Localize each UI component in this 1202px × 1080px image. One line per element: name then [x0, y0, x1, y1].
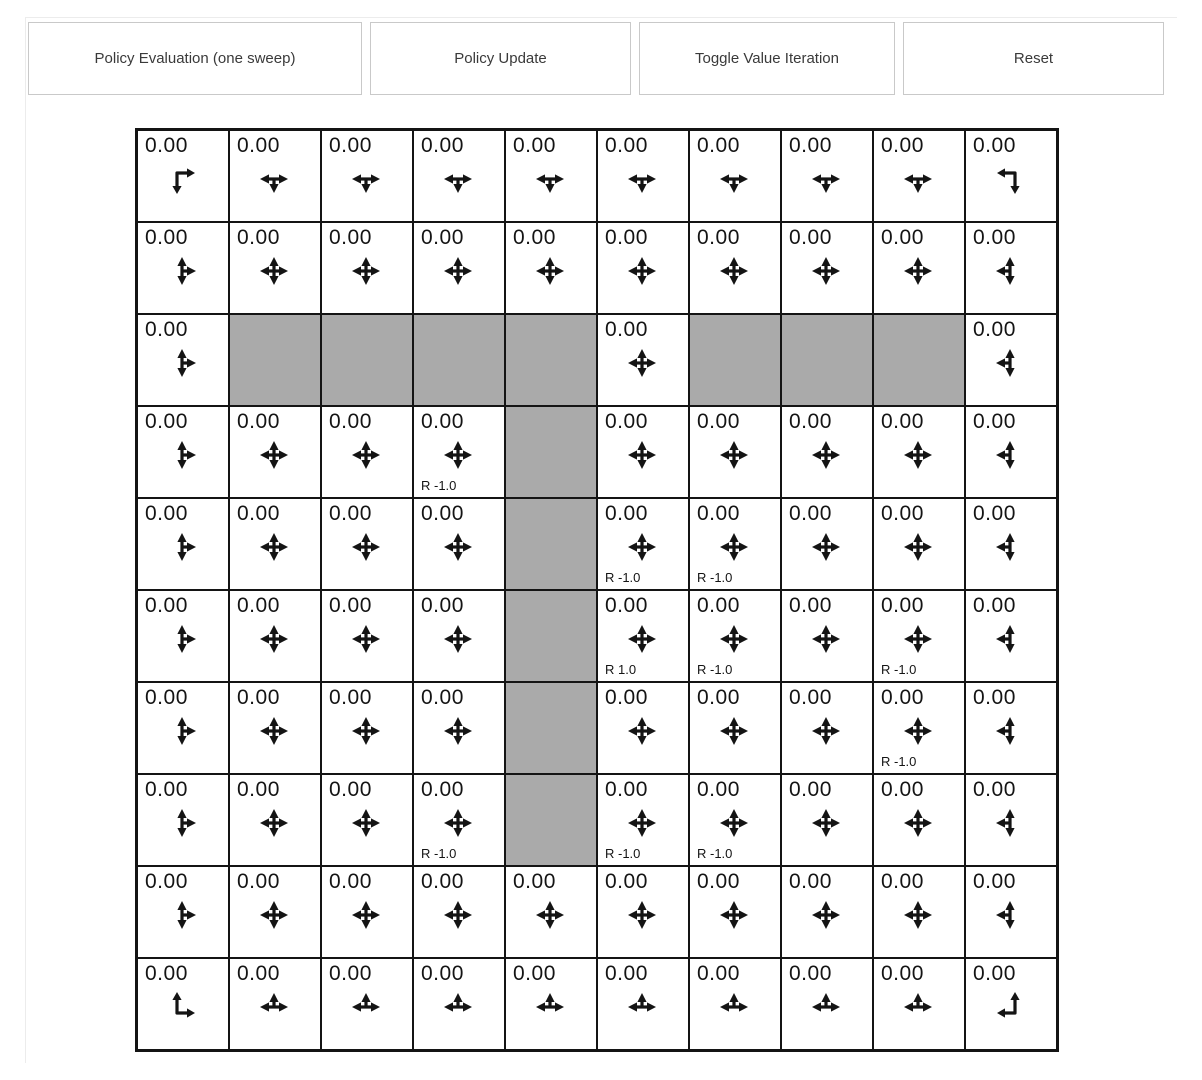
policy-arrows-lur-icon: [346, 987, 386, 1027]
policy-arrows-uld-icon: [990, 895, 1030, 935]
reward-label: R -1.0: [697, 570, 733, 585]
policy-arrows-all-icon: [254, 527, 294, 567]
grid-cell-0-5[interactable]: [597, 130, 689, 222]
state-value-text: 0.00: [881, 962, 924, 985]
policy-arrows-all-icon: [898, 619, 938, 659]
policy-arrows-uld-icon: [990, 619, 1030, 659]
grid-cell-6-5[interactable]: [597, 682, 689, 774]
policy-arrows-urd-icon: [162, 343, 202, 383]
policy-arrows-all-icon: [622, 343, 662, 383]
policy-arrows-all-icon: [714, 711, 754, 751]
policy-arrows-all-icon: [898, 803, 938, 843]
policy-arrows-urd-icon: [162, 895, 202, 935]
state-value-text: 0.00: [789, 962, 832, 985]
reward-label: R -1.0: [697, 846, 733, 861]
state-value-text: 0.00: [697, 134, 740, 157]
policy-arrows-ur-icon: [162, 987, 202, 1027]
grid-cell-0-4[interactable]: [505, 130, 597, 222]
gridworld-board: [135, 128, 1059, 1052]
state-value-text: 0.00: [973, 318, 1016, 341]
policy-arrows-all-icon: [346, 711, 386, 751]
policy-arrows-all-icon: [806, 711, 846, 751]
policy-arrows-urd-icon: [162, 619, 202, 659]
grid-cell-8-7[interactable]: [781, 866, 873, 958]
state-value-text: 0.00: [881, 870, 924, 893]
grid-wall-2-8[interactable]: [873, 314, 965, 406]
grid-cell-5-2[interactable]: [321, 590, 413, 682]
policy-arrows-all-icon: [254, 895, 294, 935]
grid-cell-8-6[interactable]: [689, 866, 781, 958]
policy-arrows-all-icon: [622, 711, 662, 751]
state-value-text: 0.00: [421, 410, 464, 433]
reset-button[interactable]: Reset: [903, 22, 1164, 95]
policy-arrows-uld-icon: [990, 527, 1030, 567]
state-value-text: 0.00: [881, 226, 924, 249]
grid-wall-2-6[interactable]: [689, 314, 781, 406]
policy-arrows-all-icon: [254, 251, 294, 291]
grid-cell-5-7[interactable]: [781, 590, 873, 682]
grid-cell-3-2[interactable]: [321, 406, 413, 498]
grid-cell-9-0[interactable]: [137, 958, 229, 1050]
state-value-text: 0.00: [881, 778, 924, 801]
policy-arrows-uld-icon: [990, 251, 1030, 291]
state-value-text: 0.00: [881, 686, 924, 709]
policy-arrows-uld-icon: [990, 343, 1030, 383]
policy-arrows-all-icon: [346, 895, 386, 935]
state-value-text: 0.00: [329, 410, 372, 433]
grid-cell-7-1[interactable]: [229, 774, 321, 866]
state-value-text: 0.00: [145, 318, 188, 341]
state-value-text: 0.00: [605, 318, 648, 341]
policy-arrows-all-icon: [530, 895, 570, 935]
policy-arrows-all-icon: [346, 435, 386, 475]
state-value-text: 0.00: [697, 410, 740, 433]
policy-arrows-all-icon: [806, 251, 846, 291]
grid-cell-4-7[interactable]: [781, 498, 873, 590]
grid-cell-0-1[interactable]: [229, 130, 321, 222]
policy-arrows-ldr-icon: [438, 159, 478, 199]
policy-arrows-all-icon: [622, 895, 662, 935]
policy-arrows-all-icon: [254, 619, 294, 659]
grid-cell-9-7[interactable]: [781, 958, 873, 1050]
grid-wall-3-4[interactable]: [505, 406, 597, 498]
state-value-text: 0.00: [329, 778, 372, 801]
grid-cell-8-3[interactable]: [413, 866, 505, 958]
grid-cell-1-2[interactable]: [321, 222, 413, 314]
policy-arrows-all-icon: [622, 619, 662, 659]
grid-cell-4-2[interactable]: [321, 498, 413, 590]
grid-cell-9-5[interactable]: [597, 958, 689, 1050]
policy-arrows-lur-icon: [898, 987, 938, 1027]
state-value-text: 0.00: [973, 778, 1016, 801]
policy-arrows-all-icon: [898, 711, 938, 751]
grid-cell-8-4[interactable]: [505, 866, 597, 958]
grid-cell-8-1[interactable]: [229, 866, 321, 958]
policy-arrows-all-icon: [806, 527, 846, 567]
state-value-text: 0.00: [421, 594, 464, 617]
policy-arrows-lur-icon: [806, 987, 846, 1027]
state-value-text: 0.00: [145, 502, 188, 525]
grid-cell-6-8[interactable]: [873, 682, 965, 774]
grid-cell-5-6[interactable]: [689, 590, 781, 682]
state-value-text: 0.00: [697, 962, 740, 985]
state-value-text: 0.00: [145, 870, 188, 893]
state-value-text: 0.00: [421, 686, 464, 709]
grid-cell-3-0[interactable]: [137, 406, 229, 498]
grid-cell-8-8[interactable]: [873, 866, 965, 958]
policy-arrows-all-icon: [254, 711, 294, 751]
grid-cell-5-3[interactable]: [413, 590, 505, 682]
policy-arrows-all-icon: [438, 895, 478, 935]
grid-cell-3-3[interactable]: [413, 406, 505, 498]
grid-wall-2-1[interactable]: [229, 314, 321, 406]
state-value-text: 0.00: [237, 594, 280, 617]
grid-cell-5-0[interactable]: [137, 590, 229, 682]
grid-cell-7-6[interactable]: [689, 774, 781, 866]
policy-arrows-all-icon: [254, 435, 294, 475]
policy-arrows-all-icon: [438, 435, 478, 475]
grid-cell-8-0[interactable]: [137, 866, 229, 958]
state-value-text: 0.00: [145, 778, 188, 801]
grid-cell-8-5[interactable]: [597, 866, 689, 958]
state-value-text: 0.00: [421, 502, 464, 525]
policy-arrows-all-icon: [622, 435, 662, 475]
policy-arrows-all-icon: [438, 619, 478, 659]
grid-wall-7-4[interactable]: [505, 774, 597, 866]
state-value-text: 0.00: [605, 962, 648, 985]
toggle-value-iteration-button[interactable]: Toggle Value Iteration: [639, 22, 895, 95]
grid-cell-0-8[interactable]: [873, 130, 965, 222]
state-value-text: 0.00: [881, 410, 924, 433]
grid-cell-4-3[interactable]: [413, 498, 505, 590]
state-value-text: 0.00: [881, 502, 924, 525]
state-value-text: 0.00: [973, 962, 1016, 985]
grid-cell-4-1[interactable]: [229, 498, 321, 590]
grid-cell-1-8[interactable]: [873, 222, 965, 314]
state-value-text: 0.00: [789, 502, 832, 525]
grid-cell-5-5[interactable]: [597, 590, 689, 682]
policy-arrows-all-icon: [346, 251, 386, 291]
state-value-text: 0.00: [513, 870, 556, 893]
reward-label: R -1.0: [605, 846, 641, 861]
policy-arrows-all-icon: [714, 895, 754, 935]
grid-cell-6-1[interactable]: [229, 682, 321, 774]
grid-cell-9-8[interactable]: [873, 958, 965, 1050]
policy-arrows-all-icon: [898, 251, 938, 291]
policy-arrows-all-icon: [254, 803, 294, 843]
policy-arrows-lur-icon: [530, 987, 570, 1027]
grid-cell-4-0[interactable]: [137, 498, 229, 590]
state-value-text: 0.00: [329, 594, 372, 617]
policy-arrows-ul-icon: [990, 987, 1030, 1027]
policy-arrows-ldr-icon: [806, 159, 846, 199]
grid-cell-9-4[interactable]: [505, 958, 597, 1050]
policy-arrows-urd-icon: [162, 527, 202, 567]
grid-cell-3-1[interactable]: [229, 406, 321, 498]
state-value-text: 0.00: [237, 226, 280, 249]
state-value-text: 0.00: [329, 502, 372, 525]
policy-arrows-uld-icon: [990, 711, 1030, 751]
state-value-text: 0.00: [329, 870, 372, 893]
grid-cell-2-0[interactable]: [137, 314, 229, 406]
state-value-text: 0.00: [697, 594, 740, 617]
reward-label: R 1.0: [605, 662, 637, 677]
grid-cell-4-9[interactable]: [965, 498, 1057, 590]
state-value-text: 0.00: [329, 686, 372, 709]
grid-cell-0-6[interactable]: [689, 130, 781, 222]
state-value-text: 0.00: [605, 226, 648, 249]
state-value-text: 0.00: [237, 686, 280, 709]
grid-cell-4-6[interactable]: [689, 498, 781, 590]
grid-cell-8-2[interactable]: [321, 866, 413, 958]
policy-arrows-all-icon: [346, 803, 386, 843]
grid-cell-5-9[interactable]: [965, 590, 1057, 682]
policy-arrows-ldr-icon: [346, 159, 386, 199]
reward-label: R -1.0: [881, 754, 917, 769]
state-value-text: 0.00: [513, 226, 556, 249]
policy-arrows-all-icon: [438, 803, 478, 843]
grid-cell-5-1[interactable]: [229, 590, 321, 682]
state-value-text: 0.00: [421, 962, 464, 985]
grid-cell-2-5[interactable]: [597, 314, 689, 406]
state-value-text: 0.00: [237, 502, 280, 525]
grid-wall-2-3[interactable]: [413, 314, 505, 406]
state-value-text: 0.00: [881, 594, 924, 617]
grid-cell-6-2[interactable]: [321, 682, 413, 774]
state-value-text: 0.00: [973, 686, 1016, 709]
reward-label: R -1.0: [421, 478, 457, 493]
policy-arrows-all-icon: [714, 527, 754, 567]
state-value-text: 0.00: [329, 134, 372, 157]
policy-arrows-all-icon: [898, 895, 938, 935]
grid-cell-3-8[interactable]: [873, 406, 965, 498]
grid-cell-6-7[interactable]: [781, 682, 873, 774]
state-value-text: 0.00: [881, 134, 924, 157]
state-value-text: 0.00: [789, 410, 832, 433]
grid-cell-1-9[interactable]: [965, 222, 1057, 314]
grid-cell-4-8[interactable]: [873, 498, 965, 590]
grid-cell-7-3[interactable]: [413, 774, 505, 866]
state-value-text: 0.00: [237, 778, 280, 801]
grid-cell-0-2[interactable]: [321, 130, 413, 222]
state-value-text: 0.00: [605, 594, 648, 617]
policy-arrows-all-icon: [622, 527, 662, 567]
grid-cell-7-5[interactable]: [597, 774, 689, 866]
grid-cell-7-9[interactable]: [965, 774, 1057, 866]
policy-arrows-all-icon: [806, 435, 846, 475]
state-value-text: 0.00: [605, 502, 648, 525]
reward-label: R -1.0: [881, 662, 917, 677]
grid-cell-6-9[interactable]: [965, 682, 1057, 774]
state-value-text: 0.00: [973, 594, 1016, 617]
state-value-text: 0.00: [145, 594, 188, 617]
policy-arrows-ldr-icon: [254, 159, 294, 199]
policy-evaluation-button[interactable]: Policy Evaluation (one sweep): [28, 22, 362, 95]
state-value-text: 0.00: [789, 778, 832, 801]
policy-arrows-all-icon: [714, 251, 754, 291]
state-value-text: 0.00: [605, 870, 648, 893]
state-value-text: 0.00: [789, 226, 832, 249]
grid-cell-1-3[interactable]: [413, 222, 505, 314]
state-value-text: 0.00: [789, 134, 832, 157]
policy-arrows-all-icon: [898, 527, 938, 567]
policy-arrows-all-icon: [438, 711, 478, 751]
state-value-text: 0.00: [697, 502, 740, 525]
state-value-text: 0.00: [145, 226, 188, 249]
state-value-text: 0.00: [145, 686, 188, 709]
reward-label: R -1.0: [697, 662, 733, 677]
toolbar: [28, 22, 1164, 95]
policy-arrows-ldr-icon: [898, 159, 938, 199]
grid-cell-9-6[interactable]: [689, 958, 781, 1050]
grid-cell-9-2[interactable]: [321, 958, 413, 1050]
state-value-text: 0.00: [605, 686, 648, 709]
grid-cell-1-5[interactable]: [597, 222, 689, 314]
state-value-text: 0.00: [145, 962, 188, 985]
grid-wall-2-4[interactable]: [505, 314, 597, 406]
policy-arrows-all-icon: [622, 803, 662, 843]
policy-arrows-urd-icon: [162, 711, 202, 751]
policy-arrows-lur-icon: [714, 987, 754, 1027]
policy-arrows-all-icon: [806, 619, 846, 659]
policy-arrows-all-icon: [714, 803, 754, 843]
grid-cell-0-7[interactable]: [781, 130, 873, 222]
state-value-text: 0.00: [697, 226, 740, 249]
reward-label: R -1.0: [605, 570, 641, 585]
grid-cell-6-3[interactable]: [413, 682, 505, 774]
state-value-text: 0.00: [697, 870, 740, 893]
state-value-text: 0.00: [789, 594, 832, 617]
grid-cell-6-0[interactable]: [137, 682, 229, 774]
policy-arrows-lur-icon: [622, 987, 662, 1027]
policy-arrows-all-icon: [438, 251, 478, 291]
state-value-text: 0.00: [973, 226, 1016, 249]
policy-arrows-all-icon: [714, 435, 754, 475]
grid-cell-0-0[interactable]: [137, 130, 229, 222]
grid-cell-9-1[interactable]: [229, 958, 321, 1050]
grid-cell-1-4[interactable]: [505, 222, 597, 314]
state-value-text: 0.00: [973, 502, 1016, 525]
state-value-text: 0.00: [421, 134, 464, 157]
policy-update-button[interactable]: Policy Update: [370, 22, 631, 95]
policy-arrows-urd-icon: [162, 803, 202, 843]
policy-arrows-dr-icon: [162, 159, 202, 199]
grid-cell-7-7[interactable]: [781, 774, 873, 866]
policy-arrows-all-icon: [714, 619, 754, 659]
policy-arrows-all-icon: [346, 619, 386, 659]
policy-arrows-urd-icon: [162, 435, 202, 475]
state-value-text: 0.00: [697, 778, 740, 801]
grid-wall-4-4[interactable]: [505, 498, 597, 590]
state-value-text: 0.00: [605, 410, 648, 433]
grid-cell-3-6[interactable]: [689, 406, 781, 498]
state-value-text: 0.00: [421, 778, 464, 801]
policy-arrows-all-icon: [806, 895, 846, 935]
grid-cell-6-6[interactable]: [689, 682, 781, 774]
grid-cell-9-9[interactable]: [965, 958, 1057, 1050]
policy-arrows-dl-icon: [990, 159, 1030, 199]
grid-cell-7-8[interactable]: [873, 774, 965, 866]
state-value-text: 0.00: [513, 134, 556, 157]
state-value-text: 0.00: [789, 870, 832, 893]
policy-arrows-ldr-icon: [622, 159, 662, 199]
grid-cell-0-9[interactable]: [965, 130, 1057, 222]
state-value-text: 0.00: [973, 870, 1016, 893]
state-value-text: 0.00: [973, 410, 1016, 433]
state-value-text: 0.00: [605, 134, 648, 157]
grid-wall-5-4[interactable]: [505, 590, 597, 682]
state-value-text: 0.00: [605, 778, 648, 801]
policy-arrows-all-icon: [346, 527, 386, 567]
policy-arrows-all-icon: [806, 803, 846, 843]
grid-cell-1-7[interactable]: [781, 222, 873, 314]
policy-arrows-lur-icon: [438, 987, 478, 1027]
reward-label: R -1.0: [421, 846, 457, 861]
state-value-text: 0.00: [145, 134, 188, 157]
grid-cell-9-3[interactable]: [413, 958, 505, 1050]
policy-arrows-all-icon: [898, 435, 938, 475]
policy-arrows-all-icon: [530, 251, 570, 291]
state-value-text: 0.00: [329, 962, 372, 985]
state-value-text: 0.00: [973, 134, 1016, 157]
policy-arrows-uld-icon: [990, 435, 1030, 475]
grid-wall-6-4[interactable]: [505, 682, 597, 774]
state-value-text: 0.00: [513, 962, 556, 985]
grid-cell-0-3[interactable]: [413, 130, 505, 222]
policy-arrows-urd-icon: [162, 251, 202, 291]
grid-cell-3-9[interactable]: [965, 406, 1057, 498]
grid-cell-2-9[interactable]: [965, 314, 1057, 406]
grid-cell-1-1[interactable]: [229, 222, 321, 314]
state-value-text: 0.00: [421, 226, 464, 249]
grid-cell-1-0[interactable]: [137, 222, 229, 314]
state-value-text: 0.00: [237, 962, 280, 985]
policy-arrows-ldr-icon: [530, 159, 570, 199]
state-value-text: 0.00: [237, 134, 280, 157]
grid-cell-4-5[interactable]: [597, 498, 689, 590]
grid-cell-7-0[interactable]: [137, 774, 229, 866]
policy-arrows-uld-icon: [990, 803, 1030, 843]
state-value-text: 0.00: [421, 870, 464, 893]
policy-arrows-all-icon: [438, 527, 478, 567]
state-value-text: 0.00: [329, 226, 372, 249]
grid-cell-7-2[interactable]: [321, 774, 413, 866]
grid-cell-1-6[interactable]: [689, 222, 781, 314]
state-value-text: 0.00: [237, 870, 280, 893]
policy-arrows-ldr-icon: [714, 159, 754, 199]
policy-arrows-lur-icon: [254, 987, 294, 1027]
grid-cell-5-8[interactable]: [873, 590, 965, 682]
grid-cell-8-9[interactable]: [965, 866, 1057, 958]
grid-cell-3-7[interactable]: [781, 406, 873, 498]
state-value-text: 0.00: [697, 686, 740, 709]
grid-cell-3-5[interactable]: [597, 406, 689, 498]
state-value-text: 0.00: [789, 686, 832, 709]
state-value-text: 0.00: [237, 410, 280, 433]
grid-wall-2-2[interactable]: [321, 314, 413, 406]
grid-wall-2-7[interactable]: [781, 314, 873, 406]
policy-arrows-all-icon: [622, 251, 662, 291]
state-value-text: 0.00: [145, 410, 188, 433]
